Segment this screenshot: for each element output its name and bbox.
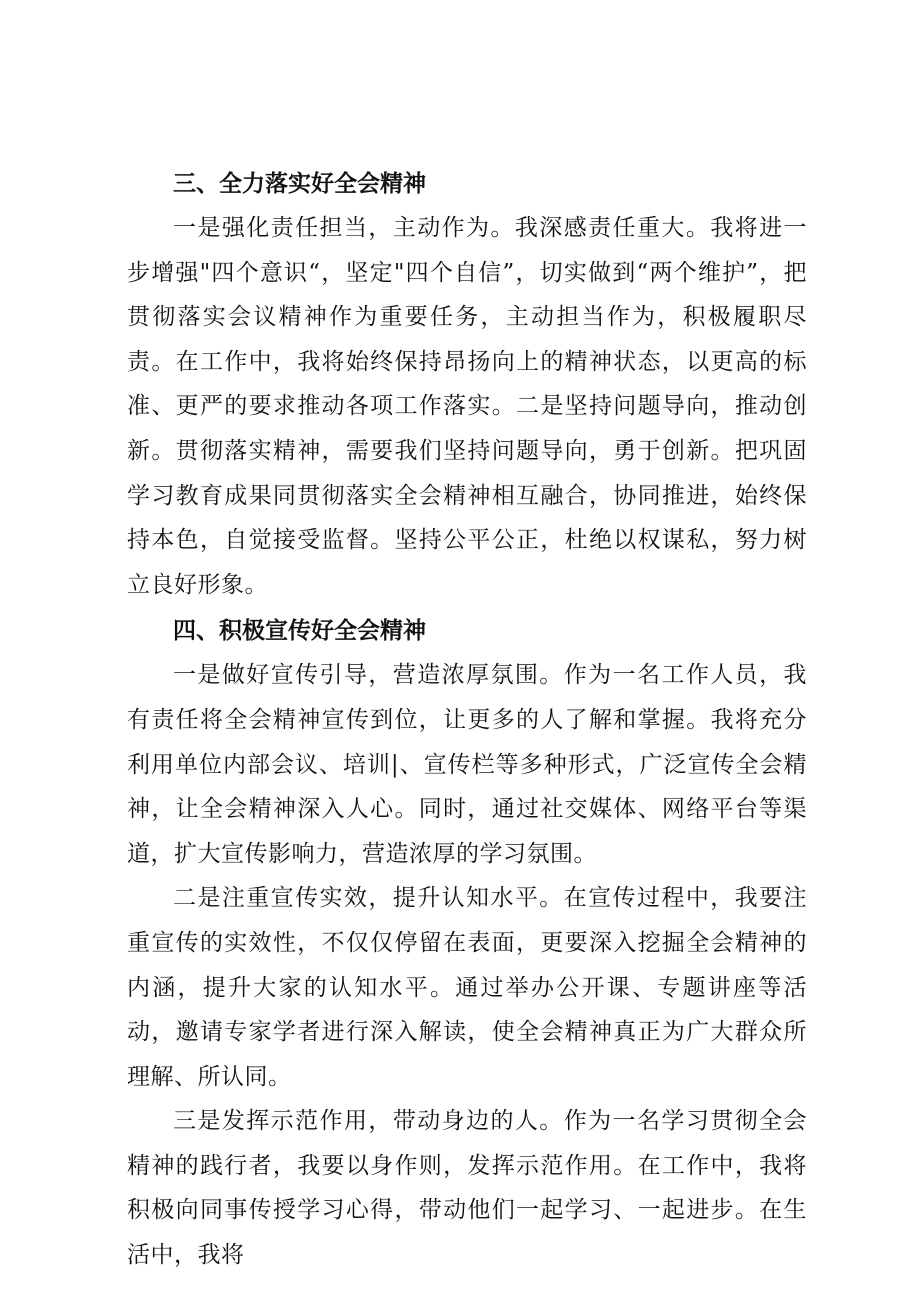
- paragraph-exemplary-role: 三是发挥示范作用，带动身边的人。作为一名学习贯彻全会精神的践行者，我要以身作则，发挥示范作用。在工作中，我将积极向同事传授学习心得，带动他们一起学习、一起进步。在生活中，我将: [127, 1108, 807, 1269]
- section-heading-3: 三、全力落实好全会精神: [173, 171, 426, 197]
- document-body: [127, 162, 807, 1278]
- paragraph-publicity-effectiveness: 二是注重宣传实效，提升认知水平。在宣传过程中，我要注重宣传的实效性，不仅仅停留在表面，更要深入挖掘全会精神的内涵，提升大家的认知水平。通过举办公开课、专题讲座等活动，邀请专家学者进行深入解读，使全会精神真正为广大群众所理解、所认同。: [127, 885, 807, 1090]
- paragraph-responsibility: 一是强化责任担当，主动作为。我深感责任重大。我将进一步增强"四个意识“，坚定"四个自信”，切实做到“两个维护”，把贯彻落实会议精神作为重要任务，主动担当作为，积极履职尽责。在工作中，我将始终保持昂扬向上的精神状态，以更高的标准、更严的要求推动各项工作落实。二是坚持问题导向，推动创新。贯彻落实精神，需要我们坚持问题导向，勇于创新。把巩固学习教育成果同贯彻落实全会精神相互融合，协同推进，始终保持本色，自觉接受监督。坚持公平公正，杜绝以权谋私，努力树立良好形象。: [127, 215, 807, 598]
- section-heading-4: 四、积极宣传好全会精神: [173, 618, 426, 645]
- paragraph-publicity-guidance: 一是做好宣传引导，营造浓厚氛围。作为一名工作人员，我有责任将全会精神宣传到位，让更多的人了解和掌握。我将充分利用单位内部会议、培训|、宣传栏等多种形式，广泛宣传全会精神，让全会精神深入人心。同时，通过社交媒体、网络平台等渠道，扩大宣传影响力，营造浓厚的学习氛围。: [127, 662, 807, 867]
